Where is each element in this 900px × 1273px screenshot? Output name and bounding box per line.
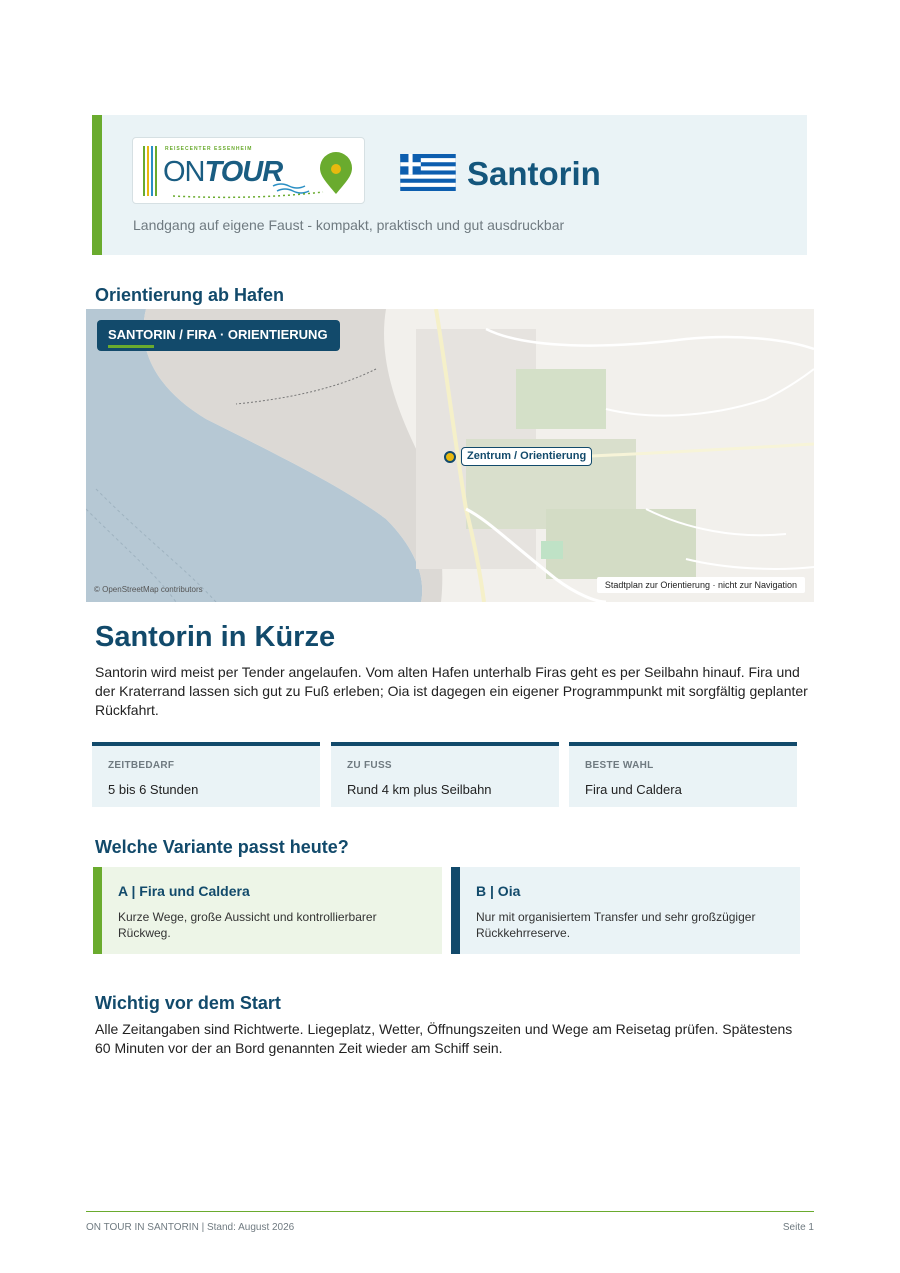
map-title-text: SANTORIN / FIRA · ORIENTIERUNG xyxy=(108,327,328,342)
logo-pin-icon xyxy=(316,152,356,196)
header-panel xyxy=(92,115,807,255)
important-heading: Wichtig vor dem Start xyxy=(95,993,281,1013)
stat-value: Rund 4 km plus Seilbahn xyxy=(347,782,492,797)
logo-small-text: REISECENTER ESSENHEIM xyxy=(165,146,253,152)
variant-card-a xyxy=(93,867,442,954)
map-badge-underline xyxy=(108,345,154,348)
page-number: Seite 1 xyxy=(782,1222,814,1233)
summary-text: Santorin wird meist per Tender angelaufen. Vom alten Hafen unterhalb Firas geht es per Seilbahn hinauf. Fira und der Kraterrand lassen sich gut zu Fuß erleben; Oia ist dagegen ein eigener Programmpunkt mit sorgfältig geplanter Rückfahrt. xyxy=(95,664,808,718)
stat-value: 5 bis 6 Stunden xyxy=(108,782,199,797)
stat-label: ZEITBEDARF xyxy=(108,760,175,771)
stat-label: BESTE WAHL xyxy=(585,760,654,771)
map-marker-label: Zentrum / Orientierung xyxy=(461,447,592,466)
stat-card-time xyxy=(92,742,320,807)
footer-left-text: ON TOUR IN SANTORIN | Stand: August 2026 xyxy=(86,1222,295,1233)
greece-flag-icon xyxy=(400,154,456,191)
summary-heading: Santorin in Kürze xyxy=(95,621,336,653)
footer-divider xyxy=(86,1211,814,1212)
map-title-badge xyxy=(97,320,340,351)
stat-value: Fira und Caldera xyxy=(585,782,682,797)
stat-card-best-choice xyxy=(569,742,797,807)
orientation-map[interactable] xyxy=(86,309,814,602)
logo-stripes-icon xyxy=(143,146,161,196)
variant-accent-bar xyxy=(93,867,102,954)
stat-label: ZU FUSS xyxy=(347,760,392,771)
header-accent-bar xyxy=(92,115,102,255)
variant-card-b xyxy=(451,867,800,954)
on-tour-logo xyxy=(132,137,365,204)
variant-title: A | Fira und Caldera xyxy=(118,883,250,899)
important-text: Alle Zeitangaben sind Richtwerte. Liegeplatz, Wetter, Öffnungszeiten und Wege am Reisetag prüfen. Spätestens 60 Minuten vor der an Bord genannten Zeit wieder am Schiff sein. xyxy=(95,1021,793,1056)
logo-wordmark: ONTOUR xyxy=(163,156,283,188)
map-disclaimer: Stadtplan zur Orientierung · nicht zur Navigation xyxy=(597,577,805,593)
variant-text: Nur mit organisiertem Transfer und sehr großzügiger Rückkehrreserve. xyxy=(476,910,756,940)
map-attribution[interactable]: © OpenStreetMap contributors xyxy=(94,585,203,594)
map-heading: Orientierung ab Hafen xyxy=(95,285,285,305)
map-marker-icon[interactable] xyxy=(444,451,456,463)
variant-title: B | Oia xyxy=(476,883,521,899)
variant-text: Kurze Wege, große Aussicht und kontrollierbarer Rückweg. xyxy=(118,910,377,940)
page-title: Santorin xyxy=(467,155,601,192)
variants-heading: Welche Variante passt heute? xyxy=(95,837,349,857)
stat-card-walking xyxy=(331,742,559,807)
page-subtitle: Landgang auf eigene Faust - kompakt, praktisch und gut ausdruckbar xyxy=(133,217,565,233)
variant-accent-bar xyxy=(451,867,460,954)
